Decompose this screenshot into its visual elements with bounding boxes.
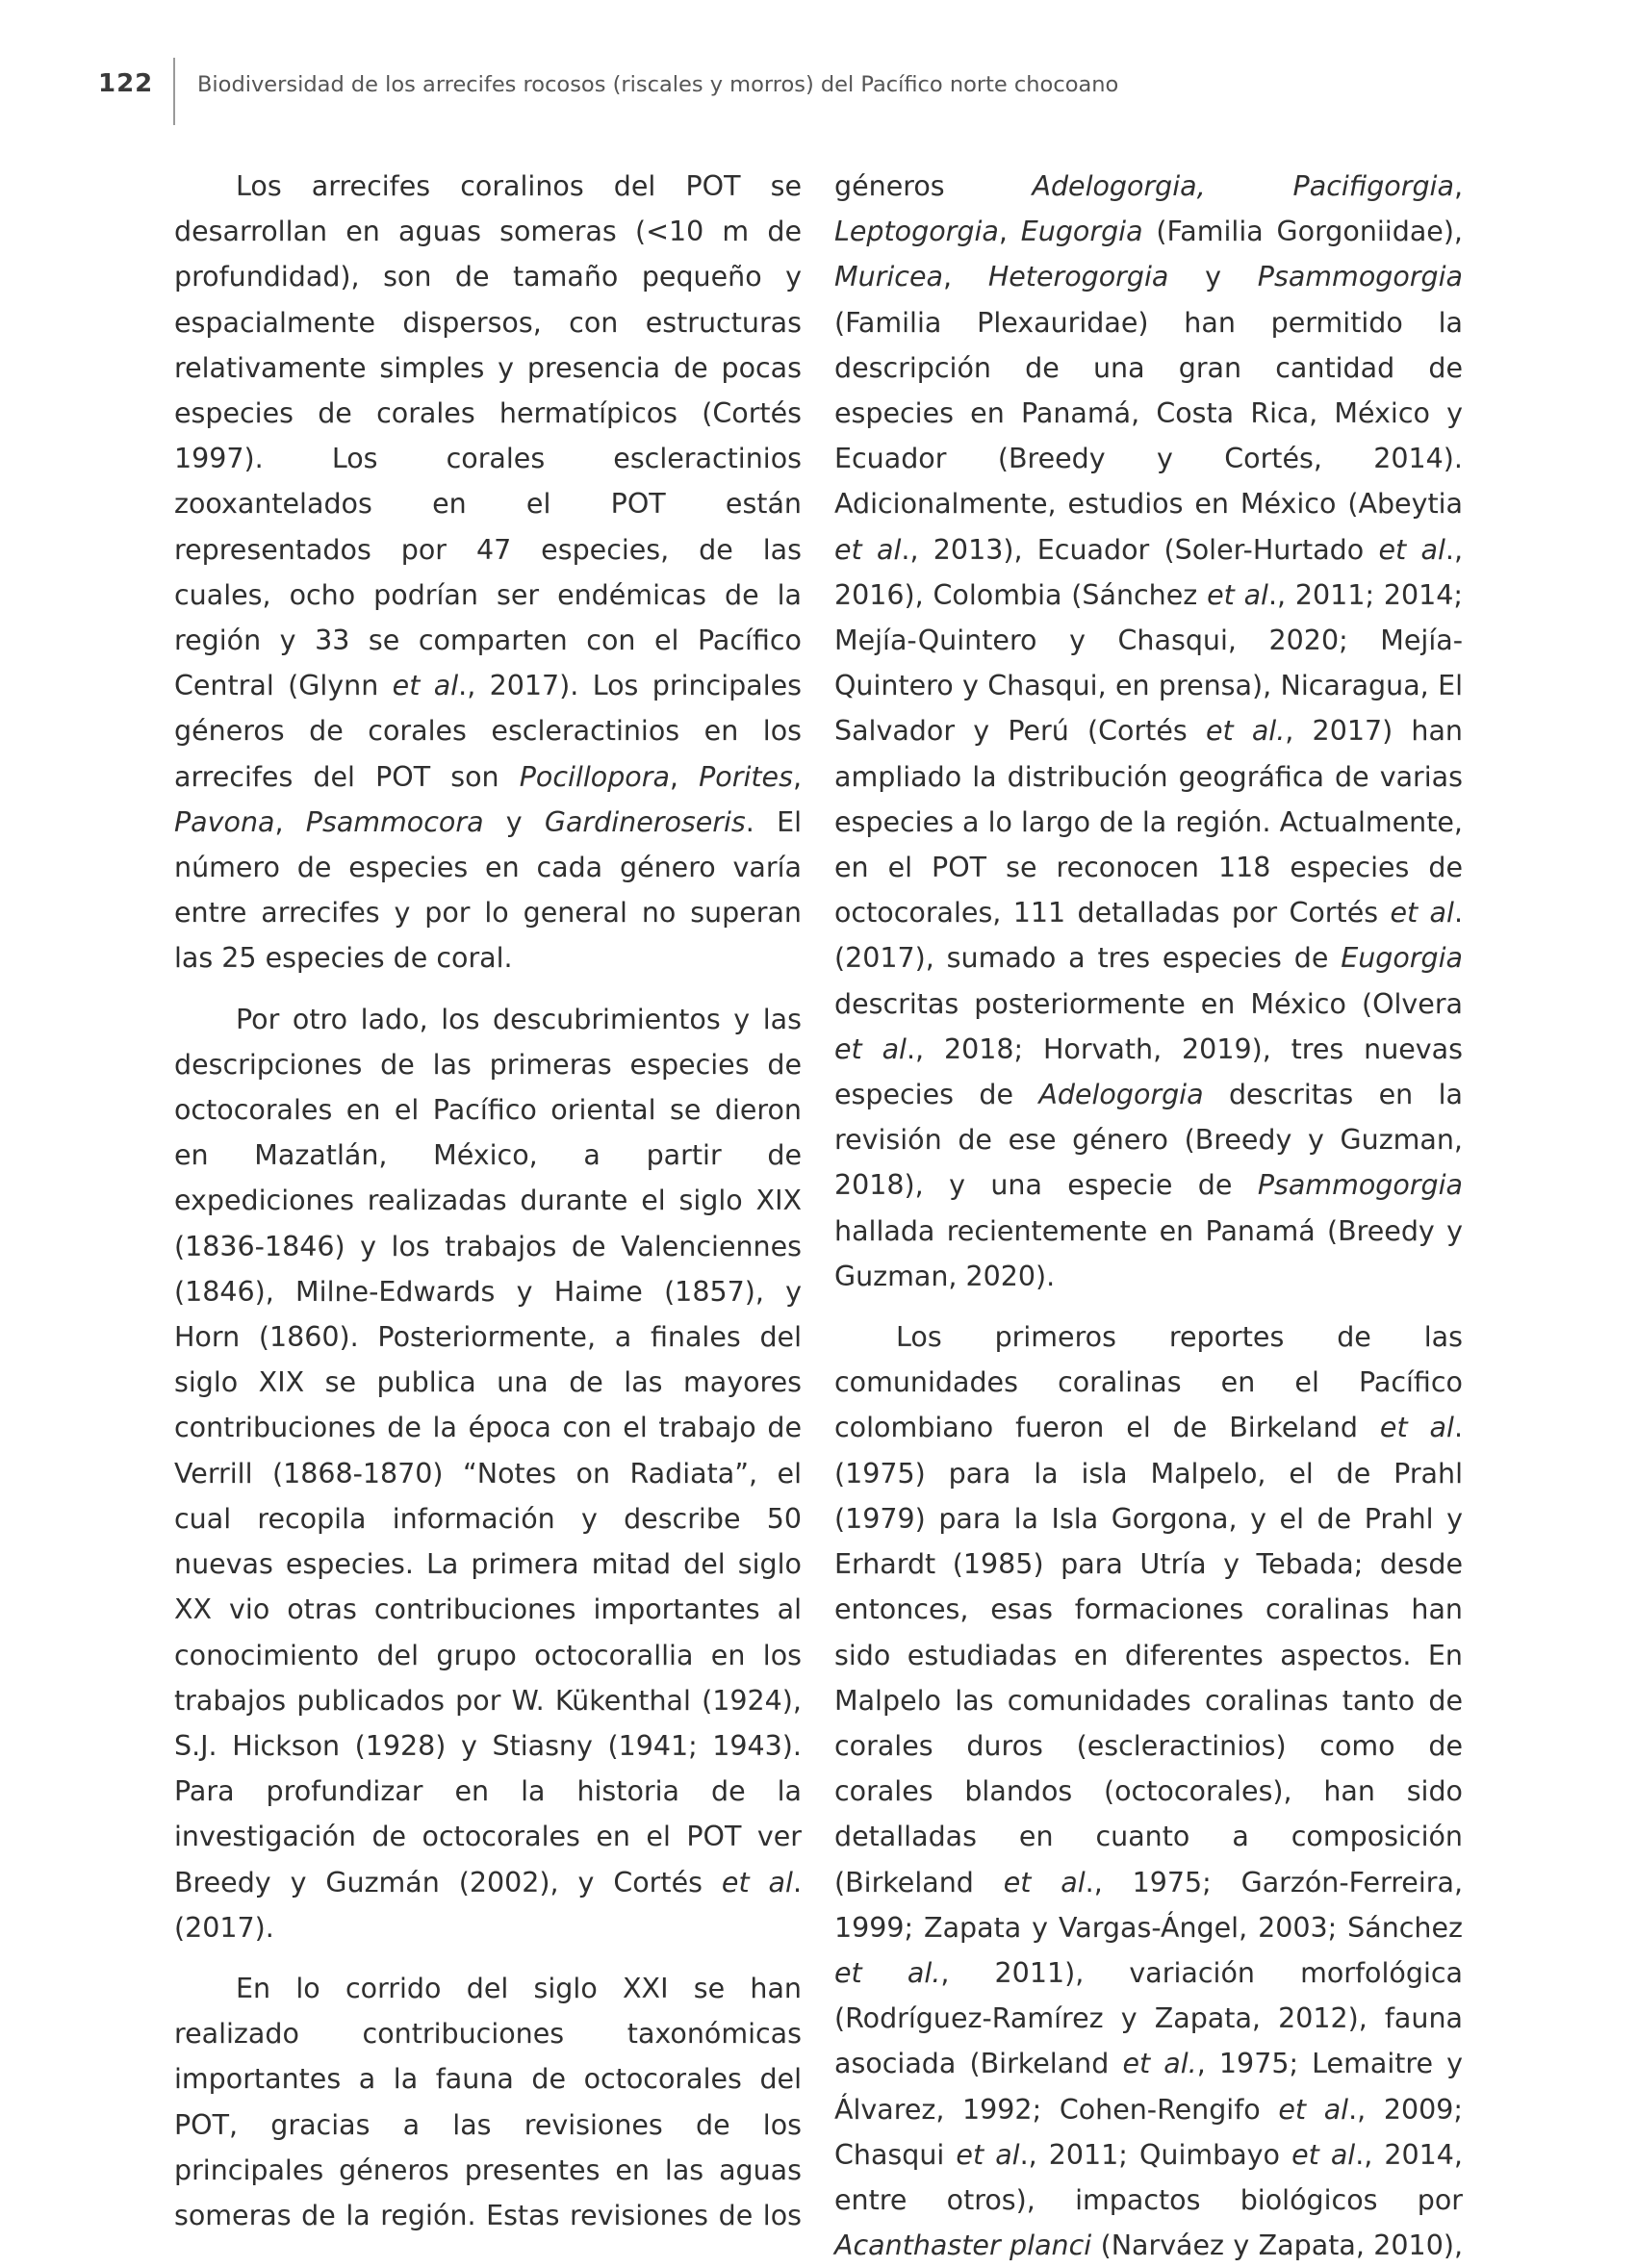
paragraph: Los arrecifes coralinos del POT se desarrollan en aguas someras (<10 m de profundidad), son de tamaño pequeño y espacialmente dispersos, con estructuras relativamente simples y presencia de pocas especies de corales hermatípicos (Cortés 1997). Los corales escleractinios zooxantelados en el POT están representados por 47 especies, de las cuales, ocho podrían ser endémicas de la región y 33 se comparten con el Pacífico Central (Glynn et al., 2017). Los principales géneros de corales escleractinios en los arrecifes del POT son Pocillopora, Porites, Pavona, Psammocora y Gardineroseris. El número de especies en cada género varía entre arrecifes y por lo general no superan las 25 especies de coral. (174, 170, 803, 975)
running-title: Biodiversidad de los arrecifes rocosos (riscales y morros) del Pacífico norte chocoano (197, 72, 1119, 97)
italic-term: et al (834, 533, 902, 566)
italic-term: et al (1378, 533, 1445, 566)
italic-term: et al (392, 670, 459, 702)
italic-term: Pocillopora (519, 760, 670, 793)
italic-term: Psammogorgia (1257, 261, 1463, 293)
italic-term: Eugorgia (1020, 216, 1143, 248)
italic-term: et al (1003, 1866, 1086, 1898)
left-column (174, 164, 802, 2238)
italic-term: Leptogorgia (834, 216, 999, 248)
page-number: 122 (98, 69, 154, 98)
italic-term: Eugorgia (1341, 942, 1463, 975)
italic-term: et al. (834, 1956, 941, 1989)
italic-term: et al (1278, 2093, 1349, 2126)
italic-term: Psammogorgia (1257, 1169, 1463, 1202)
italic-term: Gardineroseris (544, 805, 746, 838)
italic-term: Pavona (174, 805, 275, 838)
paragraph: géneros Adelogorgia, Pacifigorgia, Leptogorgia, Eugorgia (Familia Gorgoniidae), Muricea, Heterogorgia y Psammogorgia (Familia Plexauridae) han permitido la descripción de una gran cantidad de especies en Panamá, Costa Rica, México y Ecuador (Breedy y Cortés, 2014). Adicionalmente, estudios en México (Abeytia et al., 2013), Ecuador (Soler-Hurtado et al., 2016), Colombia (Sánchez et al., 2011; 2014; Mejía-Quintero y Chasqui, 2020; Mejía-Quintero y Chasqui, en prensa), Nicaragua, El Salvador y Perú (Cortés et al., 2017) han ampliado la distribución geográfica de varias especies a lo largo de la región. Actualmente, en el POT se reconocen 118 especies de octocorales, 111 detalladas por Cortés et al. (2017), sumado a tres especies de Eugorgia descritas posteriormente en México (Olvera et al., 2018; Horvath, 2019), tres nuevas especies de Adelogorgia descritas en la revisión de ese género (Breedy y Guzman, 2018), y una especie de Psammogorgia hallada recientemente en Panamá (Breedy y Guzman, 2020). (834, 170, 1464, 1292)
italic-term: Psammocora (305, 805, 484, 838)
paragraph: En lo corrido del siglo XXI se han realizado contribuciones taxonómicas importantes a la fauna de octocorales del POT, gracias a las revisiones de los principales géneros presentes en las aguas someras de la región. Estas revisiones de los (174, 1972, 802, 2231)
italic-term: et al (956, 2138, 1020, 2171)
italic-term: et al (1379, 1412, 1454, 1444)
italic-term: Porites (699, 760, 793, 793)
italic-term: et al (1390, 897, 1454, 930)
right-column (834, 164, 1463, 2268)
italic-term: et al (1291, 2138, 1356, 2171)
italic-term: Adelogorgia (1038, 1079, 1204, 1111)
italic-term: et al (834, 1032, 907, 1065)
italic-term: Adelogorgia, Pacifigorgia (1032, 170, 1454, 202)
running-header (0, 58, 1636, 125)
italic-term: et al (1207, 578, 1268, 611)
italic-term: Muricea (834, 261, 943, 293)
paragraph: Los primeros reportes de las comunidades coralinas en el Pacífico colombiano fueron el de Birkeland et al. (1975) para la isla Malpelo, el de Prahl (1979) para la Isla Gorgona, y el de Prahl y Erhardt (1985) para Utría y Tebada; desde entonces, esas formaciones coralinas han sido estudiadas en diferentes aspectos. En Malpelo las comunidades coralinas tanto de corales duros (escleractinios) como de corales blandos (octocorales), han sido detalladas en cuanto a composición (Birkeland et al., 1975; Garzón-Ferreira, 1999; Zapata y Vargas-Ángel, 2003; Sánchez et al., 2011), variación morfológica (Rodríguez-Ramírez y Zapata, 2012), fauna asociada (Birkeland et al., 1975; Lemaitre y Álvarez, 1992; Cohen-Rengifo et al., 2009; Chasqui et al., 2011; Quimbayo et al., 2014, entre otros), impactos biológicos por Acanthaster planci (Narváez y Zapata, 2010), (834, 1321, 1464, 2262)
italic-term: et al. (1122, 2048, 1197, 2080)
paragraph: Por otro lado, los descubrimientos y las descripciones de las primeras especies de octocorales en el Pacífico oriental se dieron en Mazatlán, México, a partir de expediciones realizadas durante el siglo XIX (1836-1846) y los trabajos de Valenciennes (1846), Milne-Edwards y Haime (1857), y Horn (1860). Posteriormente, a finales del siglo XIX se publica una de las mayores contribuciones de la época con el trabajo de Verrill (1868-1870) “Notes on Radiata”, el cual recopila información y describe 50 nuevas especies. La primera mitad del siglo XX vio otras contribuciones importantes al conocimiento del grupo octocorallia en los trabajos publicados por W. Kükenthal (1924), S.J. Hickson (1928) y Stiasny (1941; 1943). Para profundizar en la historia de la investigación de octocorales en el POT ver Breedy y Guzmán (2002), y Cortés et al. (2017). (174, 1003, 803, 1944)
italic-term: et al. (1205, 715, 1286, 748)
italic-term: Heterogorgia (987, 261, 1169, 293)
italic-term: et al (721, 1866, 793, 1898)
italic-term: Acanthaster planci (834, 2230, 1092, 2262)
header-divider (173, 58, 175, 125)
